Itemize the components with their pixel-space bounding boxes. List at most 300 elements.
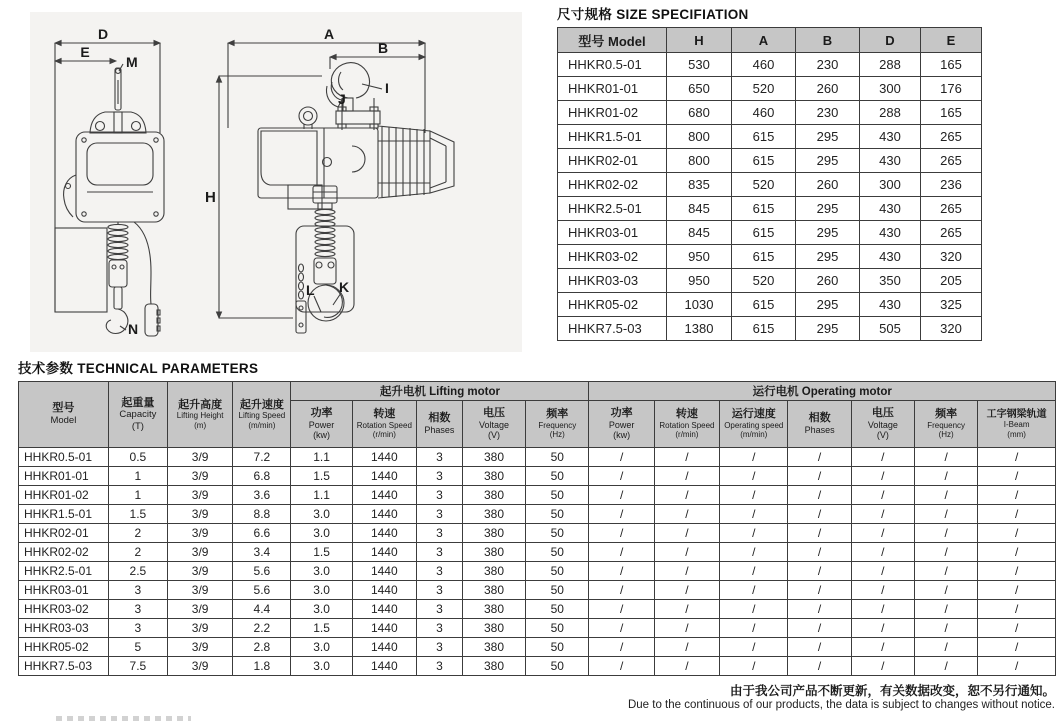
table-cell: 800	[667, 125, 732, 149]
table-row	[19, 505, 1056, 524]
table-cell: 3/9	[167, 638, 232, 657]
table-cell: 260	[796, 77, 860, 101]
table-cell: /	[720, 619, 788, 638]
table-cell: 3	[108, 600, 167, 619]
table-cell: /	[851, 562, 914, 581]
tech-params-title: 技术参数 TECHNICAL PARAMETERS	[18, 361, 259, 376]
col-header-lm-power: 功率 Power (kw)	[291, 401, 352, 448]
table-cell: 380	[462, 524, 525, 543]
table-row	[19, 581, 1056, 600]
table-cell: /	[589, 657, 654, 676]
table-cell: /	[914, 581, 977, 600]
table-cell: 50	[526, 600, 589, 619]
table-cell: 1.1	[291, 486, 352, 505]
table-cell: 520	[732, 269, 796, 293]
table-cell: 1440	[352, 657, 416, 676]
table-cell: 1440	[352, 619, 416, 638]
table-cell: 380	[462, 486, 525, 505]
table-cell: 165	[921, 53, 982, 77]
dim-label-j: J	[338, 91, 346, 107]
table-cell: /	[851, 638, 914, 657]
table-cell: 430	[860, 125, 921, 149]
table-cell: /	[914, 638, 977, 657]
table-cell: HHKR03-03	[19, 619, 109, 638]
table-cell: HHKR05-02	[19, 638, 109, 657]
table-cell: 1.5	[108, 505, 167, 524]
table-cell: 50	[526, 505, 589, 524]
col-header-e: E	[921, 28, 982, 53]
table-cell: 615	[732, 245, 796, 269]
table-cell: 380	[462, 448, 525, 467]
dim-label-a: A	[323, 26, 335, 42]
table-cell: /	[788, 543, 851, 562]
table-cell: 1.5	[291, 543, 352, 562]
table-cell: /	[654, 524, 719, 543]
table-cell: /	[589, 638, 654, 657]
table-cell: /	[978, 467, 1056, 486]
table-cell: 3/9	[167, 657, 232, 676]
table-cell: /	[788, 657, 851, 676]
table-row	[558, 173, 982, 197]
table-cell: /	[720, 543, 788, 562]
table-cell: 430	[860, 149, 921, 173]
table-cell: /	[654, 562, 719, 581]
table-cell: /	[654, 448, 719, 467]
table-cell: 3	[416, 657, 462, 676]
size-spec-header-row	[558, 28, 982, 53]
table-cell: /	[914, 448, 977, 467]
table-cell: 615	[732, 197, 796, 221]
table-cell: 4.4	[233, 600, 291, 619]
table-cell: HHKR02-02	[19, 543, 109, 562]
table-cell: /	[851, 657, 914, 676]
table-cell: 3/9	[167, 543, 232, 562]
table-cell: 3.0	[291, 600, 352, 619]
table-cell: 380	[462, 562, 525, 581]
table-cell: 1.8	[233, 657, 291, 676]
table-cell: 3.0	[291, 581, 352, 600]
cutoff-print-artifact	[56, 716, 191, 721]
dim-label-n: N	[128, 321, 139, 337]
table-cell: /	[788, 448, 851, 467]
table-cell: 5	[108, 638, 167, 657]
table-row	[558, 149, 982, 173]
table-cell: /	[788, 581, 851, 600]
table-cell: 295	[796, 197, 860, 221]
table-cell: 230	[796, 53, 860, 77]
dim-label-i: I	[385, 80, 389, 96]
table-cell: 615	[732, 149, 796, 173]
table-cell: 3/9	[167, 486, 232, 505]
table-cell: 325	[921, 293, 982, 317]
table-cell: 3.0	[291, 505, 352, 524]
group-header-operating-motor: 运行电机 Operating motor	[589, 382, 1056, 401]
table-cell: 265	[921, 149, 982, 173]
table-cell: 430	[860, 245, 921, 269]
col-header-lifting-speed: 起升速度 Lifting Speed (m/min)	[233, 382, 291, 448]
table-cell: 265	[921, 221, 982, 245]
table-cell: 3	[416, 448, 462, 467]
table-cell: /	[589, 600, 654, 619]
table-cell: /	[654, 600, 719, 619]
table-cell: 1	[108, 467, 167, 486]
table-cell: /	[589, 562, 654, 581]
table-cell: /	[788, 619, 851, 638]
table-row	[19, 467, 1056, 486]
table-cell: 430	[860, 197, 921, 221]
table-cell: HHKR1.5-01	[558, 125, 667, 149]
table-row	[19, 543, 1056, 562]
table-cell: HHKR02-02	[558, 173, 667, 197]
table-cell: /	[589, 524, 654, 543]
table-cell: 520	[732, 173, 796, 197]
size-spec-title: 尺寸规格 SIZE SPECIFIATION	[557, 7, 749, 22]
table-cell: 3.0	[291, 657, 352, 676]
table-cell: 460	[732, 101, 796, 125]
table-cell: 3	[416, 543, 462, 562]
table-cell: 520	[732, 77, 796, 101]
table-cell: 1440	[352, 505, 416, 524]
table-cell: /	[589, 619, 654, 638]
table-cell: 2	[108, 543, 167, 562]
table-cell: 3/9	[167, 505, 232, 524]
col-header-om-phases: 相数 Phases	[788, 401, 851, 448]
table-cell: 3.6	[233, 486, 291, 505]
table-cell: 50	[526, 562, 589, 581]
table-cell: /	[978, 448, 1056, 467]
table-cell: 3	[416, 619, 462, 638]
table-cell: HHKR7.5-03	[19, 657, 109, 676]
table-cell: 350	[860, 269, 921, 293]
table-cell: 50	[526, 524, 589, 543]
table-row	[558, 53, 982, 77]
col-header-a: A	[732, 28, 796, 53]
table-cell: 3	[416, 486, 462, 505]
table-cell: /	[720, 600, 788, 619]
table-cell: 380	[462, 543, 525, 562]
table-cell: 3	[416, 638, 462, 657]
table-cell: /	[851, 448, 914, 467]
table-cell: 295	[796, 245, 860, 269]
table-cell: 50	[526, 543, 589, 562]
table-cell: 1440	[352, 486, 416, 505]
table-cell: /	[788, 638, 851, 657]
table-cell: 3/9	[167, 524, 232, 543]
table-cell: 176	[921, 77, 982, 101]
table-cell: 8.8	[233, 505, 291, 524]
col-header-lm-frequency: 频率 Frequency (Hz)	[526, 401, 589, 448]
table-cell: 2.8	[233, 638, 291, 657]
table-cell: /	[914, 505, 977, 524]
table-row	[558, 245, 982, 269]
table-row	[19, 486, 1056, 505]
table-cell: 3	[416, 467, 462, 486]
table-cell: /	[788, 467, 851, 486]
table-cell: 950	[667, 269, 732, 293]
col-header-om-ibeam: 工字钢梁轨道 I-Beam (mm)	[978, 401, 1056, 448]
table-cell: HHKR7.5-03	[558, 317, 667, 341]
table-cell: 845	[667, 197, 732, 221]
table-cell: /	[589, 448, 654, 467]
table-cell: 50	[526, 486, 589, 505]
table-cell: 1	[108, 486, 167, 505]
table-cell: 7.5	[108, 657, 167, 676]
table-cell: /	[654, 543, 719, 562]
table-cell: 3	[108, 619, 167, 638]
table-row	[558, 197, 982, 221]
col-header-model: 型号 Model	[19, 382, 109, 448]
table-cell: HHKR01-01	[19, 467, 109, 486]
col-header-lm-phases: 相数 Phases	[416, 401, 462, 448]
table-cell: 165	[921, 101, 982, 125]
table-cell: /	[851, 524, 914, 543]
table-cell: /	[978, 562, 1056, 581]
size-spec-table	[557, 27, 982, 341]
table-cell: 50	[526, 619, 589, 638]
table-cell: 2.2	[233, 619, 291, 638]
table-cell: 260	[796, 269, 860, 293]
table-cell: 380	[462, 638, 525, 657]
table-cell: HHKR0.5-01	[558, 53, 667, 77]
table-cell: 1030	[667, 293, 732, 317]
table-row	[19, 638, 1056, 657]
table-cell: 288	[860, 53, 921, 77]
table-cell: 505	[860, 317, 921, 341]
table-cell: 230	[796, 101, 860, 125]
col-header-d: D	[860, 28, 921, 53]
table-cell: HHKR0.5-01	[19, 448, 109, 467]
table-row	[558, 125, 982, 149]
table-cell: /	[914, 524, 977, 543]
table-cell: 615	[732, 221, 796, 245]
table-cell: /	[654, 581, 719, 600]
table-row	[558, 317, 982, 341]
table-cell: HHKR05-02	[558, 293, 667, 317]
table-cell: /	[788, 486, 851, 505]
table-row	[19, 657, 1056, 676]
table-cell: /	[654, 619, 719, 638]
dim-label-h: H	[205, 189, 216, 206]
table-row	[558, 269, 982, 293]
table-cell: /	[589, 505, 654, 524]
table-cell: 615	[732, 317, 796, 341]
table-cell: 0.5	[108, 448, 167, 467]
dim-label-d: D	[97, 26, 109, 42]
table-cell: 380	[462, 467, 525, 486]
table-cell: /	[851, 505, 914, 524]
col-header-h: H	[667, 28, 732, 53]
table-cell: /	[589, 486, 654, 505]
table-cell: /	[914, 543, 977, 562]
table-cell: 50	[526, 657, 589, 676]
dim-label-l: L	[306, 282, 315, 298]
table-row	[19, 448, 1056, 467]
table-cell: 430	[860, 221, 921, 245]
table-cell: 1.1	[291, 448, 352, 467]
table-cell: 3/9	[167, 467, 232, 486]
col-header-lm-voltage: 电压 Voltage (V)	[462, 401, 525, 448]
table-cell: 3	[416, 524, 462, 543]
table-row	[558, 77, 982, 101]
table-cell: /	[914, 657, 977, 676]
table-cell: 3/9	[167, 619, 232, 638]
dim-label-k: K	[339, 279, 350, 295]
table-cell: 1440	[352, 448, 416, 467]
table-cell: /	[914, 619, 977, 638]
table-cell: 50	[526, 467, 589, 486]
table-cell: 5.6	[233, 581, 291, 600]
table-cell: /	[720, 448, 788, 467]
table-cell: /	[851, 600, 914, 619]
table-cell: 3	[416, 562, 462, 581]
table-cell: /	[978, 600, 1056, 619]
table-row	[19, 600, 1056, 619]
table-cell: /	[914, 486, 977, 505]
table-cell: 5.6	[233, 562, 291, 581]
dim-label-b: B	[377, 40, 389, 56]
table-cell: 1440	[352, 543, 416, 562]
disclaimer-cn: 由于我公司产品不断更新，有关数据改变，恕不另行通知。	[729, 684, 1055, 698]
table-cell: HHKR02-01	[19, 524, 109, 543]
table-cell: 1440	[352, 638, 416, 657]
tech-params-section	[18, 357, 1058, 676]
table-cell: 295	[796, 317, 860, 341]
table-cell: 3	[416, 600, 462, 619]
size-spec-section	[557, 3, 987, 341]
col-header-om-frequency: 频率 Frequency (Hz)	[914, 401, 977, 448]
table-cell: HHKR2.5-01	[19, 562, 109, 581]
table-cell: 3/9	[167, 581, 232, 600]
hoist-drawings	[30, 0, 540, 360]
table-cell: 205	[921, 269, 982, 293]
table-cell: 295	[796, 293, 860, 317]
table-cell: /	[851, 619, 914, 638]
tech-params-group-row	[19, 382, 1056, 401]
table-cell: 1440	[352, 562, 416, 581]
table-cell: /	[978, 619, 1056, 638]
table-cell: HHKR02-01	[558, 149, 667, 173]
table-cell: 950	[667, 245, 732, 269]
table-cell: /	[720, 486, 788, 505]
table-cell: 3	[416, 505, 462, 524]
table-cell: /	[720, 524, 788, 543]
table-cell: HHKR01-02	[19, 486, 109, 505]
table-cell: 288	[860, 101, 921, 125]
table-cell: /	[654, 505, 719, 524]
table-cell: 800	[667, 149, 732, 173]
table-cell: /	[788, 562, 851, 581]
table-cell: /	[978, 581, 1056, 600]
table-cell: /	[654, 486, 719, 505]
table-cell: 295	[796, 149, 860, 173]
table-cell: 1440	[352, 581, 416, 600]
table-cell: 380	[462, 505, 525, 524]
table-cell: /	[978, 543, 1056, 562]
table-cell: 1.5	[291, 467, 352, 486]
table-cell: HHKR03-01	[558, 221, 667, 245]
table-cell: 380	[462, 581, 525, 600]
table-cell: 845	[667, 221, 732, 245]
table-cell: 300	[860, 173, 921, 197]
table-cell: /	[654, 657, 719, 676]
drawing-background	[30, 12, 522, 352]
table-row	[558, 221, 982, 245]
table-cell: 7.2	[233, 448, 291, 467]
table-cell: 50	[526, 448, 589, 467]
table-cell: /	[720, 657, 788, 676]
table-cell: /	[851, 581, 914, 600]
table-cell: 3/9	[167, 562, 232, 581]
dim-label-m: M	[126, 54, 138, 70]
table-cell: 3/9	[167, 448, 232, 467]
table-cell: /	[914, 600, 977, 619]
table-cell: 3	[416, 581, 462, 600]
table-cell: /	[654, 638, 719, 657]
table-cell: 380	[462, 657, 525, 676]
table-cell: 430	[860, 293, 921, 317]
table-cell: HHKR2.5-01	[558, 197, 667, 221]
table-cell: /	[978, 505, 1056, 524]
table-cell: 6.6	[233, 524, 291, 543]
table-cell: 615	[732, 125, 796, 149]
table-cell: 380	[462, 619, 525, 638]
table-cell: 265	[921, 125, 982, 149]
table-cell: HHKR03-02	[558, 245, 667, 269]
table-cell: /	[914, 562, 977, 581]
table-cell: 1440	[352, 467, 416, 486]
table-row	[558, 293, 982, 317]
table-cell: /	[788, 600, 851, 619]
table-cell: 650	[667, 77, 732, 101]
table-cell: /	[851, 543, 914, 562]
table-cell: HHKR03-03	[558, 269, 667, 293]
table-row	[19, 524, 1056, 543]
table-cell: HHKR01-02	[558, 101, 667, 125]
table-cell: 295	[796, 221, 860, 245]
table-cell: 320	[921, 317, 982, 341]
table-cell: 50	[526, 638, 589, 657]
col-header-om-voltage: 电压 Voltage (V)	[851, 401, 914, 448]
table-cell: /	[788, 524, 851, 543]
table-cell: 835	[667, 173, 732, 197]
table-cell: 615	[732, 293, 796, 317]
table-cell: /	[589, 543, 654, 562]
table-cell: /	[851, 467, 914, 486]
table-cell: 460	[732, 53, 796, 77]
table-cell: 295	[796, 125, 860, 149]
table-cell: /	[851, 486, 914, 505]
table-cell: /	[720, 505, 788, 524]
table-cell: 2	[108, 524, 167, 543]
table-cell: /	[720, 467, 788, 486]
table-cell: /	[589, 581, 654, 600]
table-cell: 3.0	[291, 638, 352, 657]
disclaimer-note	[628, 684, 1055, 713]
table-cell: HHKR03-02	[19, 600, 109, 619]
table-cell: HHKR03-01	[19, 581, 109, 600]
table-cell: /	[788, 505, 851, 524]
table-cell: HHKR01-01	[558, 77, 667, 101]
table-cell: /	[720, 581, 788, 600]
dim-label-e: E	[80, 44, 90, 60]
col-header-lm-rotation-speed: 转速 Rotation Speed (r/min)	[352, 401, 416, 448]
table-cell: 680	[667, 101, 732, 125]
col-header-capacity: 起重量 Capacity (T)	[108, 382, 167, 448]
table-cell: /	[978, 657, 1056, 676]
table-cell: 236	[921, 173, 982, 197]
table-cell: 3/9	[167, 600, 232, 619]
table-cell: 300	[860, 77, 921, 101]
